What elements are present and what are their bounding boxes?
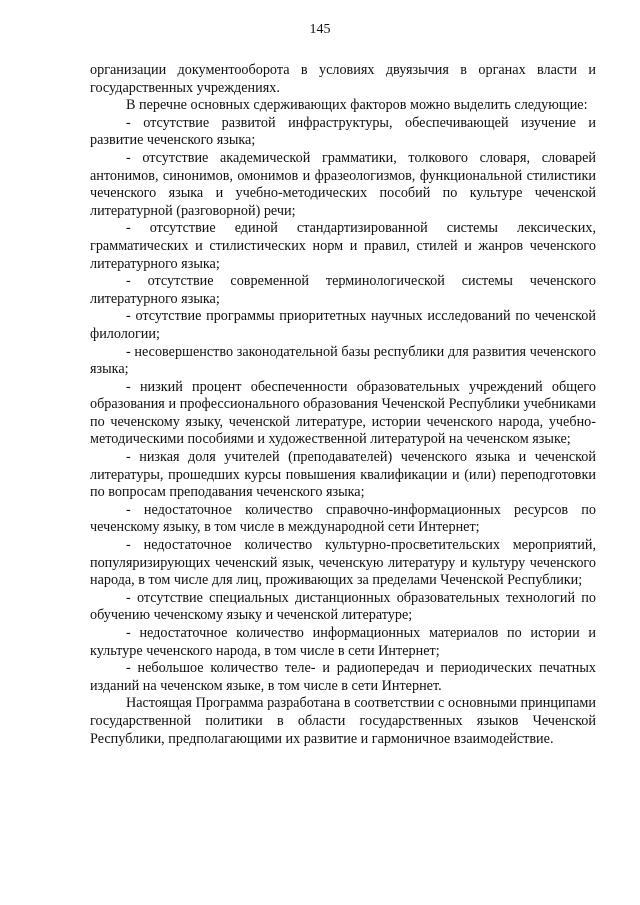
paragraph: организации документооборота в условиях двуязычия в органах власти и государственных учреждениях.	[90, 62, 596, 96]
list-item: - отсутствие развитой инфраструктуры, обеспечивающей изучение и развитие чеченского языка;	[90, 114, 596, 149]
paragraph: В перечне основных сдерживающих факторов можно выделить следующие:	[126, 97, 588, 114]
list-item: - низкая доля учителей (преподавателей) чеченского языка и чеченской литературы, прошедших курсы повышения квалификации и (или) переподготовки по вопросам преподавания чеченского языка;	[90, 449, 596, 501]
list-item: - отсутствие академической грамматики, толкового словаря, словарей антонимов, синонимов, омонимов и фразеологизмов, функциональной стилистики чеченского языка и учебно-методических пособий по культуре чеченской литературной (разговорной) речи;	[90, 149, 596, 219]
paragraph: Настоящая Программа разработана в соответствии с основными принципами государственной политики в области государственных языков Чеченской Республики, предполагающими их развитие и гармоничное взаимодействие.	[90, 695, 596, 747]
list-item: - недостаточное количество справочно-информационных ресурсов по чеченскому языку, в том числе в международной сети Интернет;	[90, 501, 596, 536]
body-text	[90, 62, 596, 748]
list-item: - недостаточное количество культурно-просветительских мероприятий, популяризирующих чеченский язык, чеченскую литературу и культуру чеченского народа, в том числе для лиц, проживающих за пределами Чеченской Республики;	[90, 537, 596, 589]
page-number: 145	[309, 22, 331, 37]
list-item: - низкий процент обеспеченности образовательных учреждений общего образования и профессионального образования Чеченской Республики учебниками по чеченскому языку, чеченской литературе, истории чеченского народа, учебно-методическими пособиями и художественной литературой на чеченском языке;	[90, 378, 596, 448]
list-item: - отсутствие специальных дистанционных образовательных технологий по обучению чеченскому языку и чеченской литературе;	[90, 589, 596, 624]
list-item: - отсутствие современной терминологической системы чеченского литературного языка;	[90, 273, 596, 307]
list-item: - отсутствие единой стандартизированной системы лексических, грамматических и стилистических норм и правил, стилей и жанров чеченского литературного языка;	[90, 220, 596, 272]
list-item: - небольшое количество теле- и радиопередач и периодических печатных изданий на чеченском языке, в том числе в сети Интернет.	[90, 660, 596, 694]
list-item: - отсутствие программы приоритетных научных исследований по чеченской филологии;	[90, 308, 596, 342]
list-item: - несовершенство законодательной базы республики для развития чеченского языка;	[90, 343, 596, 378]
list-item: - недостаточное количество информационных материалов по истории и культуре чеченского народа, в том числе в сети Интернет;	[90, 625, 596, 659]
